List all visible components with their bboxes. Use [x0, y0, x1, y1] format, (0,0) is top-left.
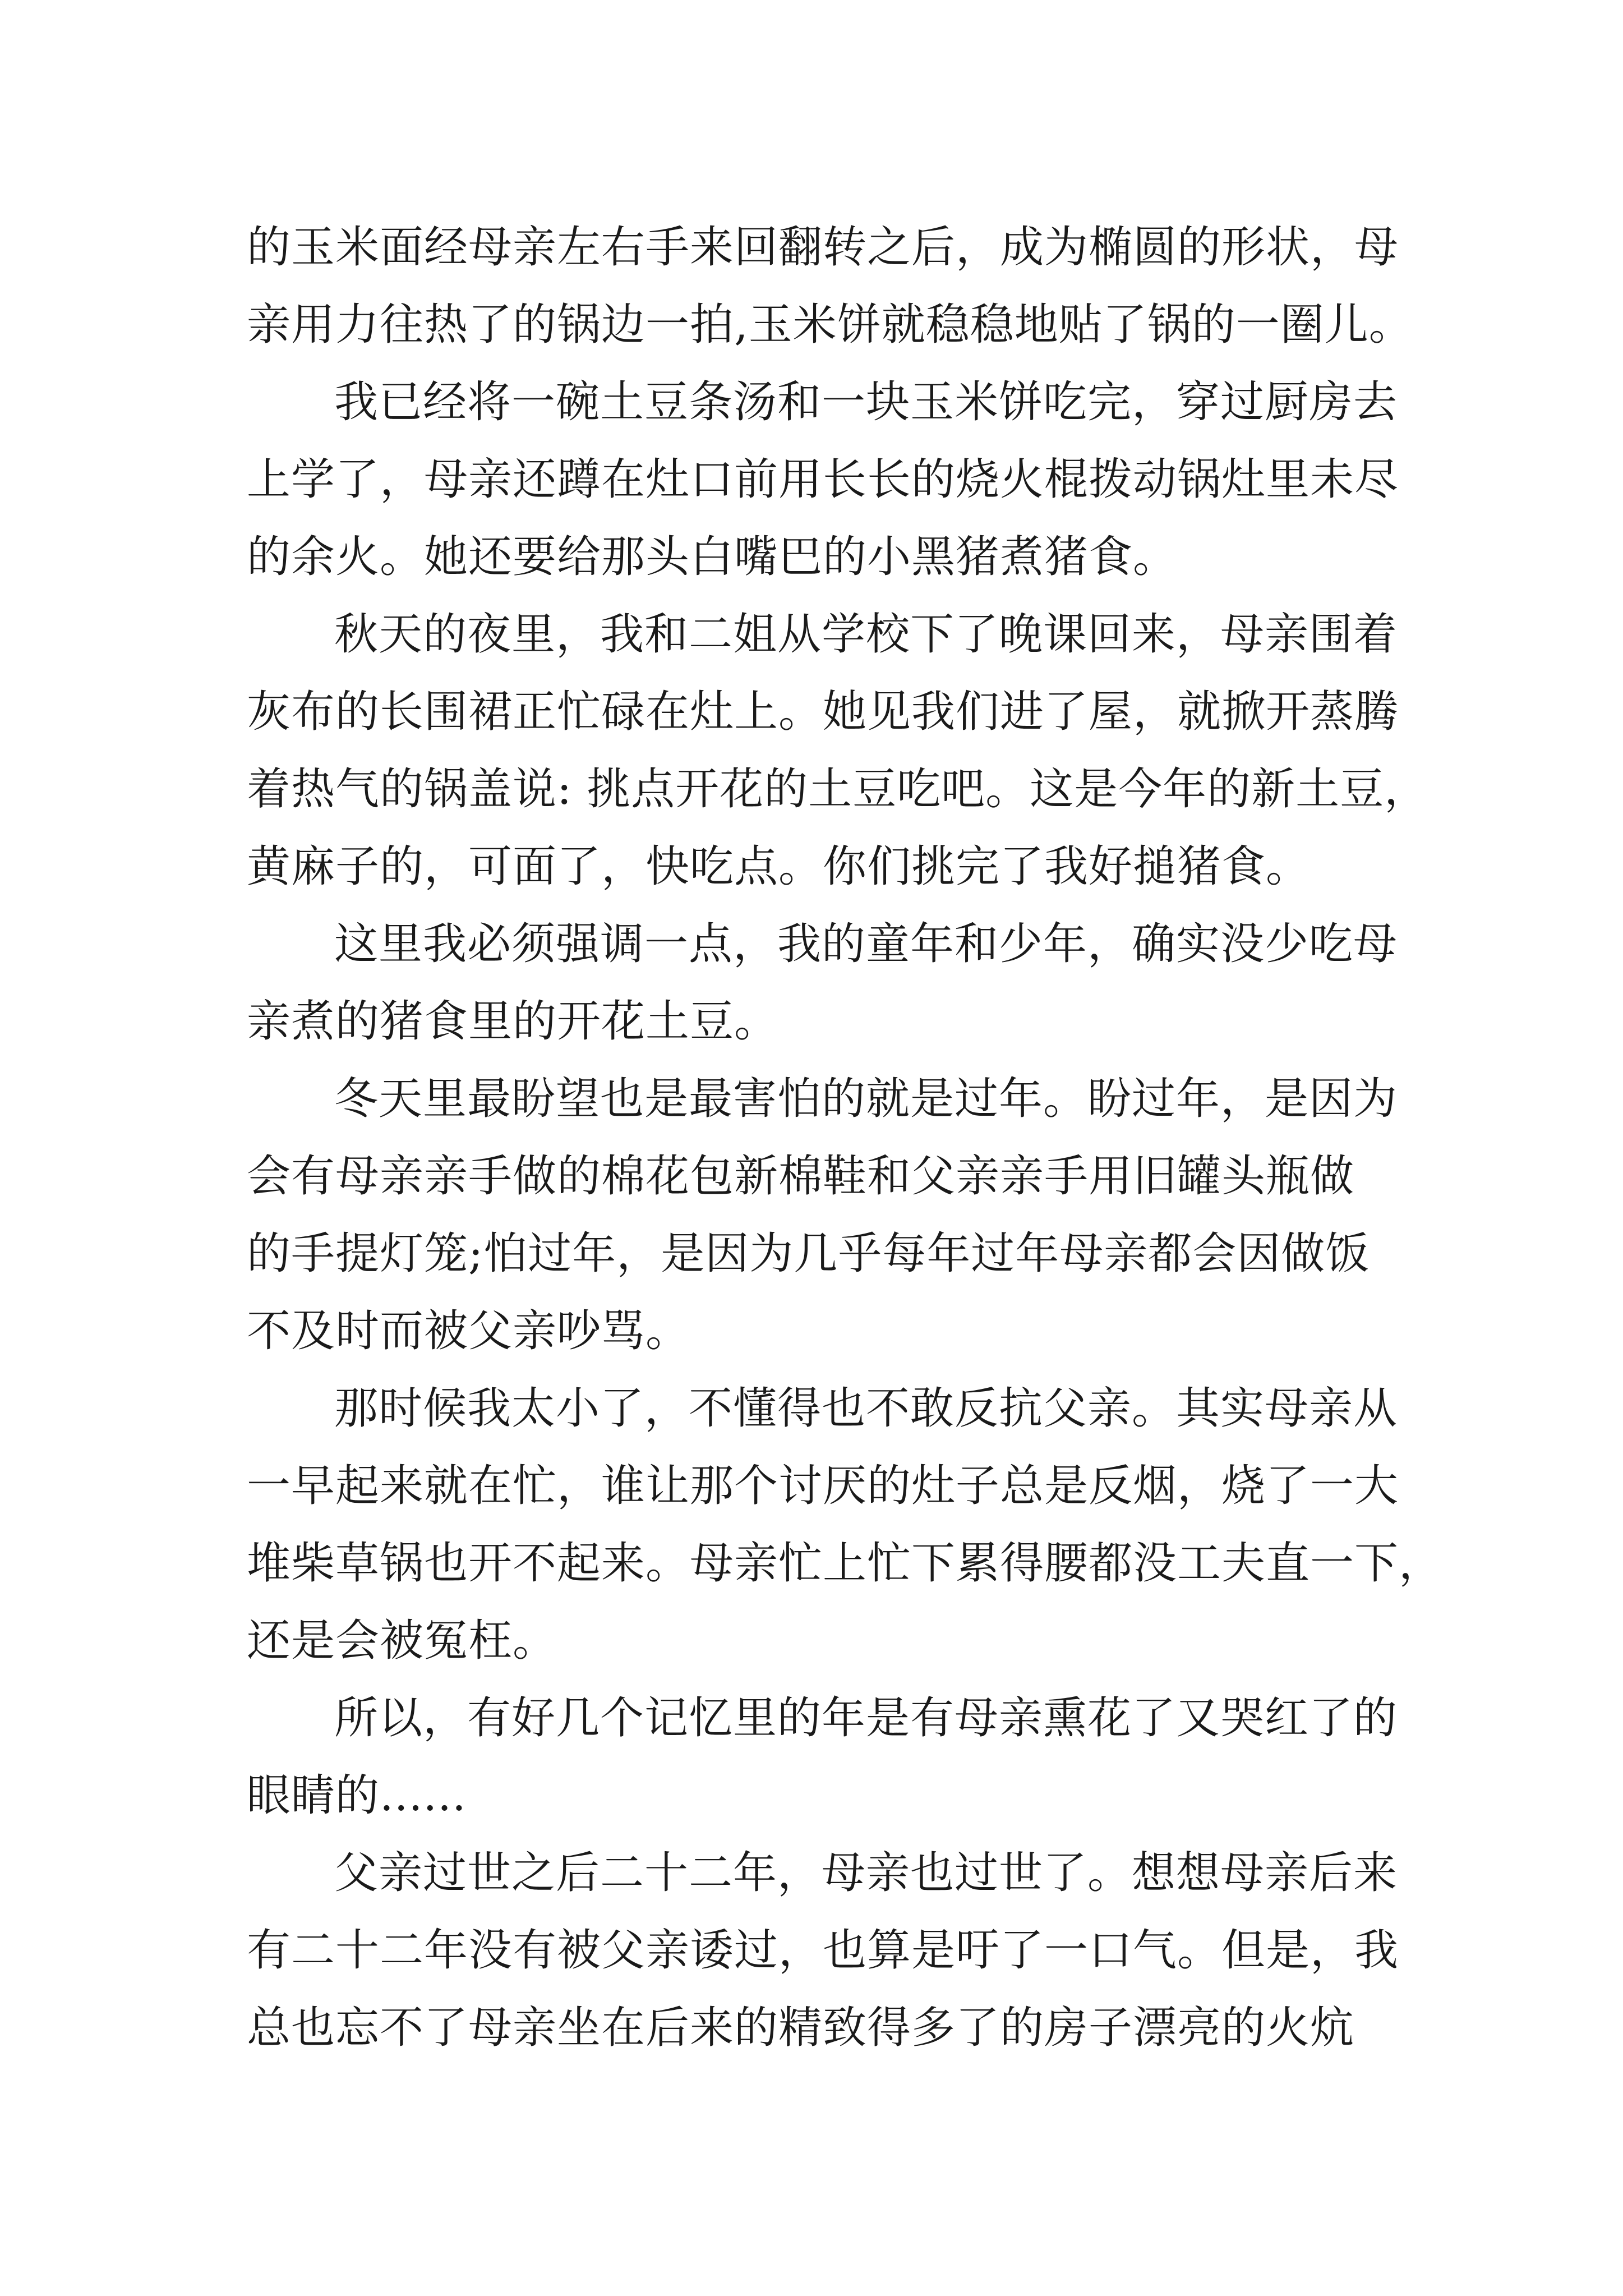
paragraph-first-line: 那时候我太小了，不懂得也不敢反抗父亲。其实母亲从: [334, 1383, 1398, 1434]
text-line: 总也忘不了母亲坐在后来的精致得多了的房子漂亮的火炕: [247, 2003, 1355, 2053]
text-line: 有二十二年没有被父亲诿过，也算是吁了一口气。但是，我: [247, 1925, 1399, 1976]
paragraph-first-line: 这里我必须强调一点，我的童年和少年，确实没少吃母: [334, 919, 1398, 969]
paragraph-first-line: 冬天里最盼望也是最害怕的就是过年。盼过年，是因为: [334, 1074, 1398, 1124]
paragraph-first-line: 所以，有好几个记忆里的年是有母亲熏花了又哭红了的: [334, 1693, 1398, 1743]
paragraph-first-line: 我已经将一碗土豆条汤和一块玉米饼吃完，穿过厨房去: [334, 377, 1398, 427]
paragraph-first-line: 秋天的夜里，我和二姐从学校下了晚课回来，母亲围着: [334, 609, 1398, 660]
text-line: 灰布的长围裙正忙碌在灶上。她见我们进了屋，就掀开蒸腾: [247, 687, 1399, 737]
text-line: 的玉米面经母亲左右手来回翻转之后，成为椭圆的形状，母: [247, 222, 1399, 273]
text-line: 的余火。她还要给那头白嘴巴的小黑猪煮猪食。: [247, 532, 1178, 582]
text-line: 的手提灯笼;怕过年，是因为几乎每年过年母亲都会因做饭: [247, 1228, 1370, 1279]
paragraph-first-line: 父亲过世之后二十二年，母亲也过世了。想想母亲后来: [334, 1848, 1398, 1898]
text-line: 堆柴草锅也开不起来。母亲忙上忙下累得腰都没工夫直一下，: [247, 1538, 1444, 1589]
text-line: 亲用力往热了的锅边一拍,玉米饼就稳稳地贴了锅的一圈儿。: [247, 300, 1413, 350]
text-line: 着热气的锅盖说: 挑点开花的土豆吃吧。这是今年的新土豆，: [247, 764, 1429, 815]
text-line: 上学了，母亲还蹲在灶口前用长长的烧火棍拨动锅灶里未尽: [247, 454, 1399, 505]
text-line: 不及时而被父亲吵骂。: [247, 1306, 690, 1356]
body-text: [247, 209, 1444, 2067]
text-line: 还是会被冤枉。: [247, 1616, 557, 1666]
text-line: 黄麻子的，可面了，快吃点。你们挑完了我好搥猪食。: [247, 841, 1311, 892]
text-line: 眼睛的......: [247, 1770, 467, 1821]
text-line: 会有母亲亲手做的棉花包新棉鞋和父亲亲手用旧罐头瓶做: [247, 1151, 1355, 1202]
text-line: 亲煮的猪食里的开花土豆。: [247, 996, 779, 1047]
text-line: 一早起来就在忙，谁让那个讨厌的灶子总是反烟，烧了一大: [247, 1461, 1399, 1511]
